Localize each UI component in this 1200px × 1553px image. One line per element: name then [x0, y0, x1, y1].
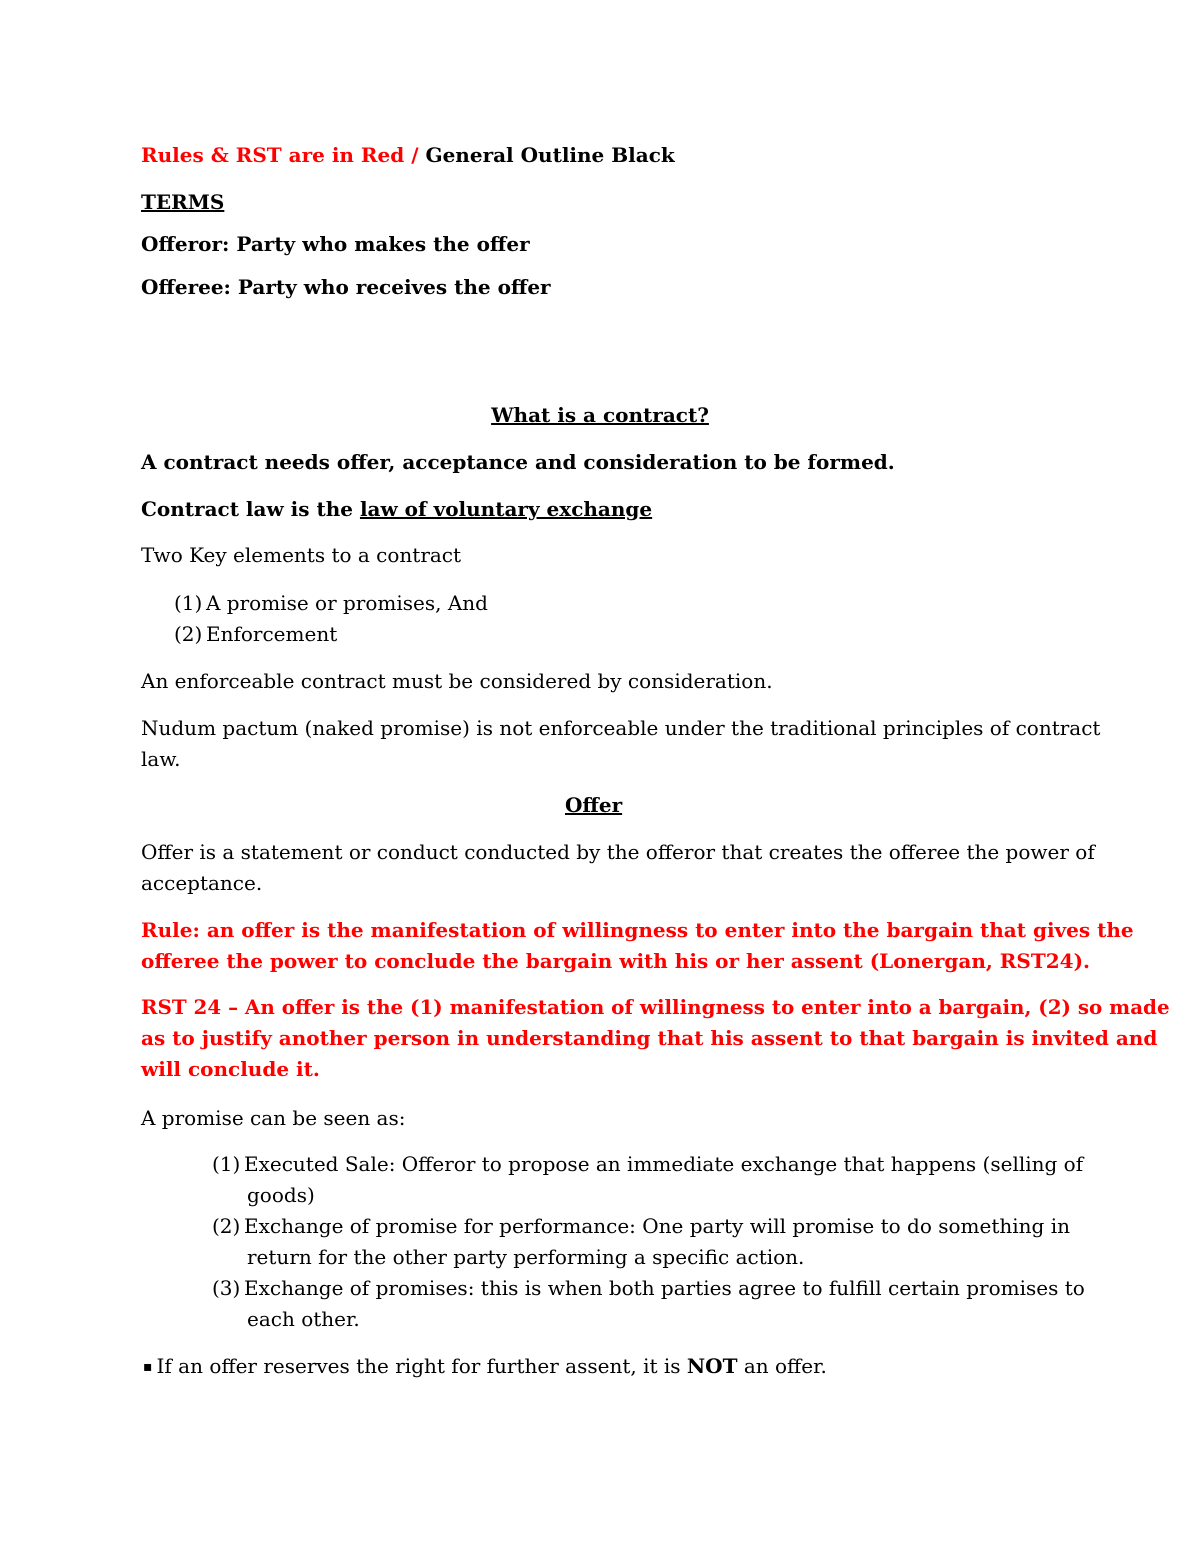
- legend-black-text: General Outline Black: [418, 143, 675, 167]
- rule-line-1: Rule: an offer is the manifestation of willingness to enter into the bargain that gives the: [141, 918, 1134, 942]
- list-text-continuation: goods): [247, 1183, 315, 1207]
- list-text: Exchange of promise for performance: One party will promise to do something in: [244, 1214, 1070, 1238]
- bullet-square-icon: ▪: [143, 1359, 153, 1375]
- bullet-item: [143, 1351, 827, 1383]
- rst24-line-2: as to justify another person in understanding that his assent to that bargain is invited and: [141, 1026, 1158, 1050]
- list-number: (2): [174, 622, 203, 646]
- term-offeree: Offeree: Party who receives the offer: [141, 275, 551, 299]
- rst24-line-3: will conclude it.: [141, 1057, 320, 1081]
- nudum-pactum-line-1: Nudum pactum (naked promise) is not enforceable under the traditional principles of contract: [141, 716, 1101, 740]
- legend-red-text: Rules & RST are in Red /: [141, 143, 419, 167]
- two-key-elements-text: Two Key elements to a contract: [141, 543, 462, 567]
- list-text: A promise or promises, And: [206, 591, 488, 615]
- list-item: [212, 1149, 1083, 1180]
- list-item: [212, 1211, 1070, 1242]
- rule-line-2: offeree the power to conclude the bargain with his or her assent (Lonergan, RST24).: [141, 949, 1090, 973]
- enforceable-text: An enforceable contract must be considered by consideration.: [141, 669, 773, 693]
- contract-needs-text: A contract needs offer, acceptance and consideration to be formed.: [141, 450, 895, 474]
- bullet-prefix: If an offer reserves the right for further assent, it is: [156, 1354, 687, 1378]
- list-item: [174, 588, 488, 619]
- list-item: [212, 1273, 1085, 1304]
- offer-heading: Offer: [565, 793, 623, 817]
- offer-definition-line-1: Offer is a statement or conduct conducted by the offeror that creates the offeree the power of: [141, 840, 1095, 864]
- list-text: Exchange of promises: this is when both parties agree to fulfill certain promises to: [244, 1276, 1085, 1300]
- promise-intro-text: A promise can be seen as:: [141, 1106, 406, 1130]
- list-number: (3): [212, 1276, 241, 1300]
- list-text: Executed Sale: Offeror to propose an immediate exchange that happens (selling of: [244, 1152, 1084, 1176]
- contract-law-prefix: Contract law is the: [141, 497, 360, 521]
- bullet-bold: NOT: [686, 1354, 738, 1378]
- list-item: [174, 619, 337, 650]
- list-number: (1): [212, 1152, 241, 1176]
- rst24-line-1: RST 24 – An offer is the (1) manifestation of willingness to enter into a bargain, (2) so made: [141, 995, 1170, 1019]
- term-offeror: Offeror: Party who makes the offer: [141, 232, 530, 256]
- offer-definition-line-2: acceptance.: [141, 871, 263, 895]
- bullet-suffix: an offer.: [737, 1354, 827, 1378]
- contract-law-text: [141, 494, 652, 525]
- list-text-continuation: return for the other party performing a specific action.: [247, 1245, 805, 1269]
- contract-heading: What is a contract?: [491, 403, 709, 427]
- color-legend: [141, 140, 675, 171]
- terms-heading: TERMS: [141, 190, 225, 214]
- list-text: Enforcement: [206, 622, 338, 646]
- contract-law-underlined: law of voluntary exchange: [359, 497, 653, 521]
- list-number: (2): [212, 1214, 241, 1238]
- list-number: (1): [174, 591, 203, 615]
- list-text-continuation: each other.: [247, 1307, 360, 1331]
- nudum-pactum-line-2: law.: [141, 747, 181, 771]
